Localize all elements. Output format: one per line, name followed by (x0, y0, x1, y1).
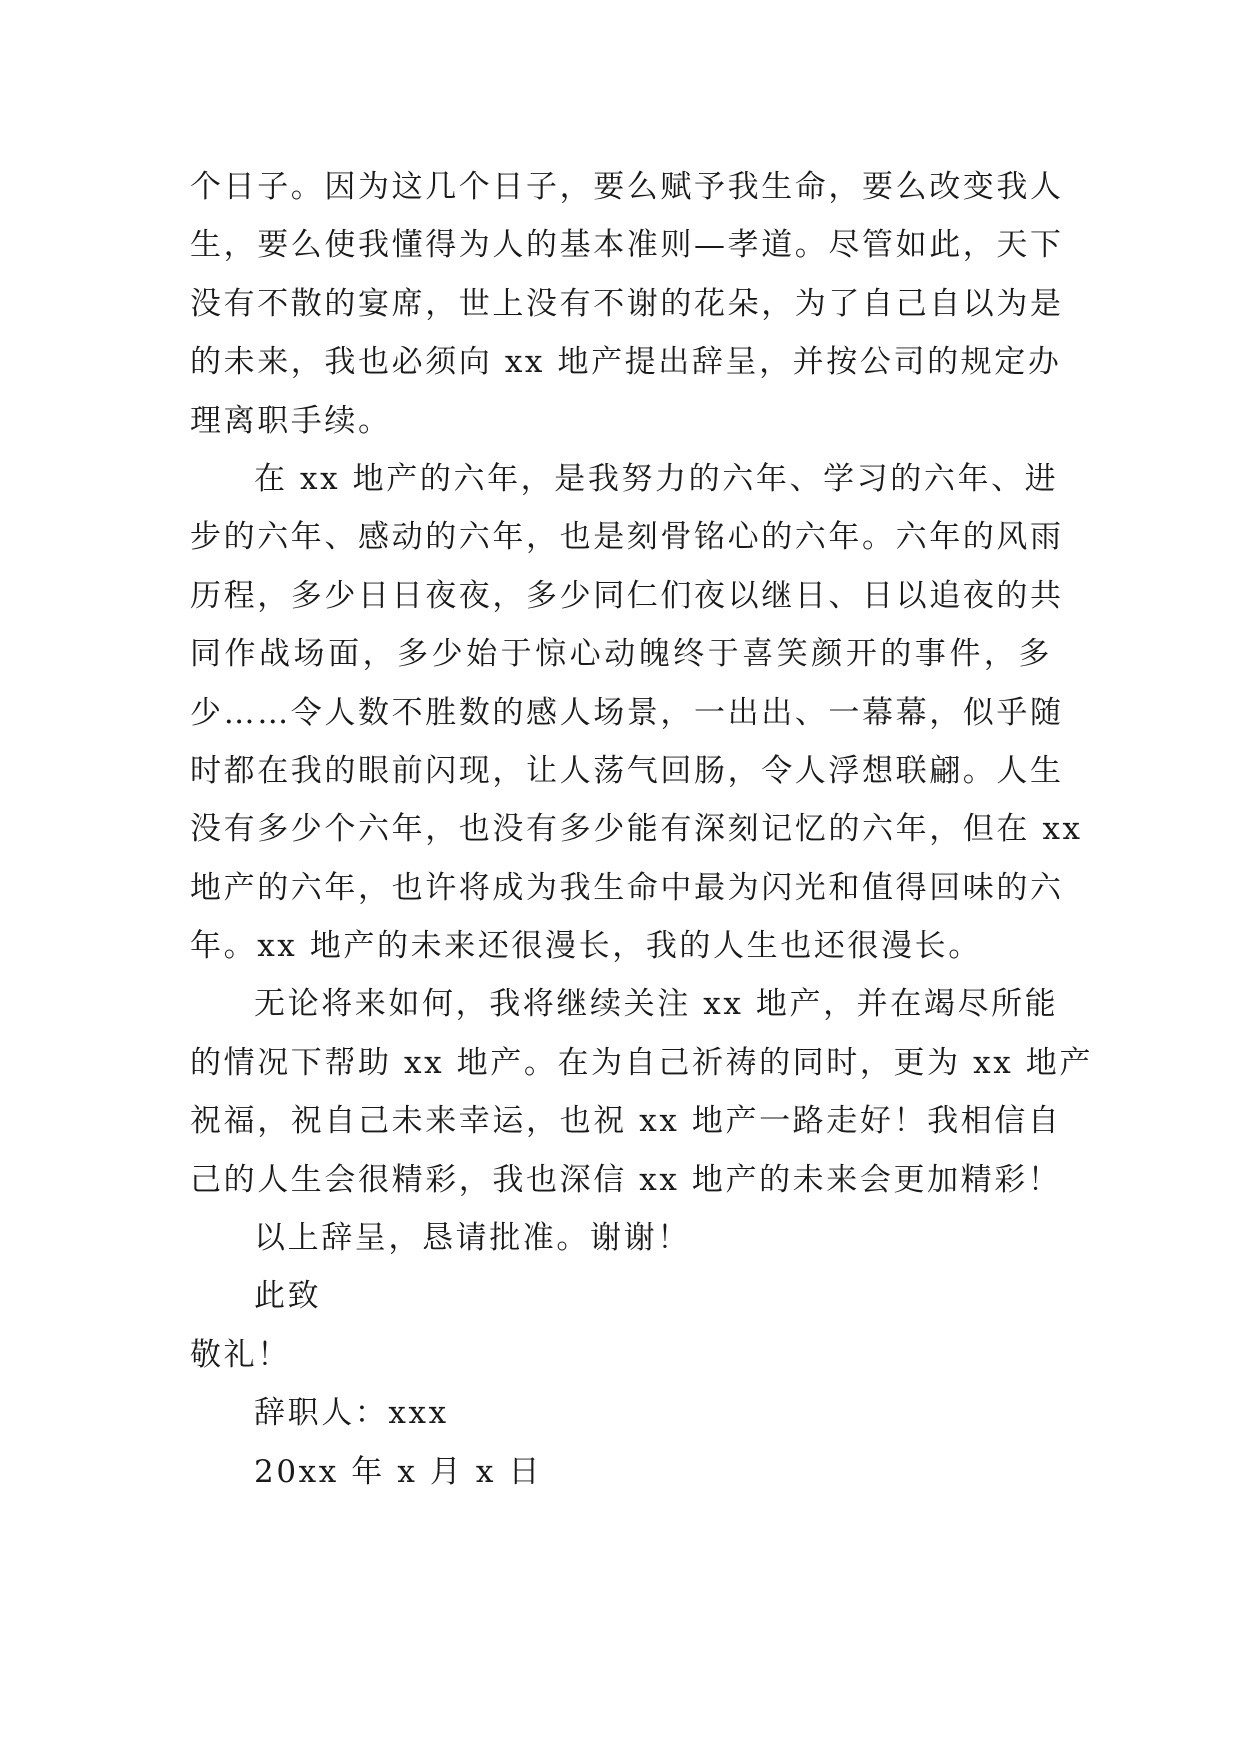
paragraph-line: 的情况下帮助 xx 地产。在为自己祈祷的同时，更为 xx 地产 (190, 1044, 1093, 1081)
letter-body (190, 158, 1093, 1501)
salutation-line-1: 此致 (254, 1278, 322, 1315)
paragraph-line: 同作战场面，多少始于惊心动魄终于喜笑颜开的事件，多 (190, 636, 1052, 673)
paragraph-line: 生，要么使我懂得为人的基本准则—孝道。尽管如此，天下 (190, 227, 1064, 264)
paragraph-line: 时都在我的眼前闪现，让人荡气回肠，令人浮想联翩。人生 (190, 752, 1064, 789)
paragraph-line: 祝福，祝自己未来幸运，也祝 xx 地产一路走好！我相信自 (190, 1103, 1062, 1140)
paragraph-line: 己的人生会很精彩，我也深信 xx 地产的未来会更加精彩！ (190, 1161, 1062, 1198)
paragraph-3 (190, 975, 1093, 1209)
closing-request: 以上辞呈，恳请批准。谢谢！ (254, 1220, 691, 1257)
signer-line: 辞职人：xxx (254, 1395, 449, 1432)
paragraph-line: 地产的六年，也许将成为我生命中最为闪光和值得回味的六 (190, 869, 1064, 906)
closing-section (190, 1209, 1052, 1501)
paragraph-1 (190, 158, 1064, 450)
paragraph-line: 年。xx 地产的未来还很漫长，我的人生也还很漫长。 (190, 928, 982, 965)
paragraph-line: 历程，多少日日夜夜，多少同仁们夜以继日、日以追夜的共 (190, 577, 1064, 614)
paragraph-line: 的未来，我也必须向 xx 地产提出辞呈，并按公司的规定办 (190, 344, 1062, 381)
paragraph-line: 个日子。因为这几个日子，要么赋予我生命，要么改变我人 (190, 169, 1064, 205)
salutation-line-2: 敬礼！ (190, 1336, 291, 1373)
paragraph-line: 理离职手续。 (190, 402, 392, 439)
paragraph-line: 没有不散的宴席，世上没有不谢的花朵，为了自己自以为是 (190, 285, 1064, 322)
paragraph-2 (190, 450, 1083, 976)
paragraph-line: 步的六年、感动的六年，也是刻骨铭心的六年。六年的风雨 (190, 519, 1064, 556)
paragraph-line: 没有多少个六年，也没有多少能有深刻记忆的六年，但在 xx (190, 811, 1083, 848)
date-line: 20xx 年 x 月 x 日 (254, 1453, 543, 1490)
paragraph-line: 少……令人数不胜数的感人场景，一出出、一幕幕，似乎随 (190, 694, 1064, 731)
paragraph-line: 无论将来如何，我将继续关注 xx 地产，并在竭尽所能 (254, 986, 1059, 1023)
paragraph-line: 在 xx 地产的六年，是我努力的六年、学习的六年、进 (254, 460, 1059, 497)
